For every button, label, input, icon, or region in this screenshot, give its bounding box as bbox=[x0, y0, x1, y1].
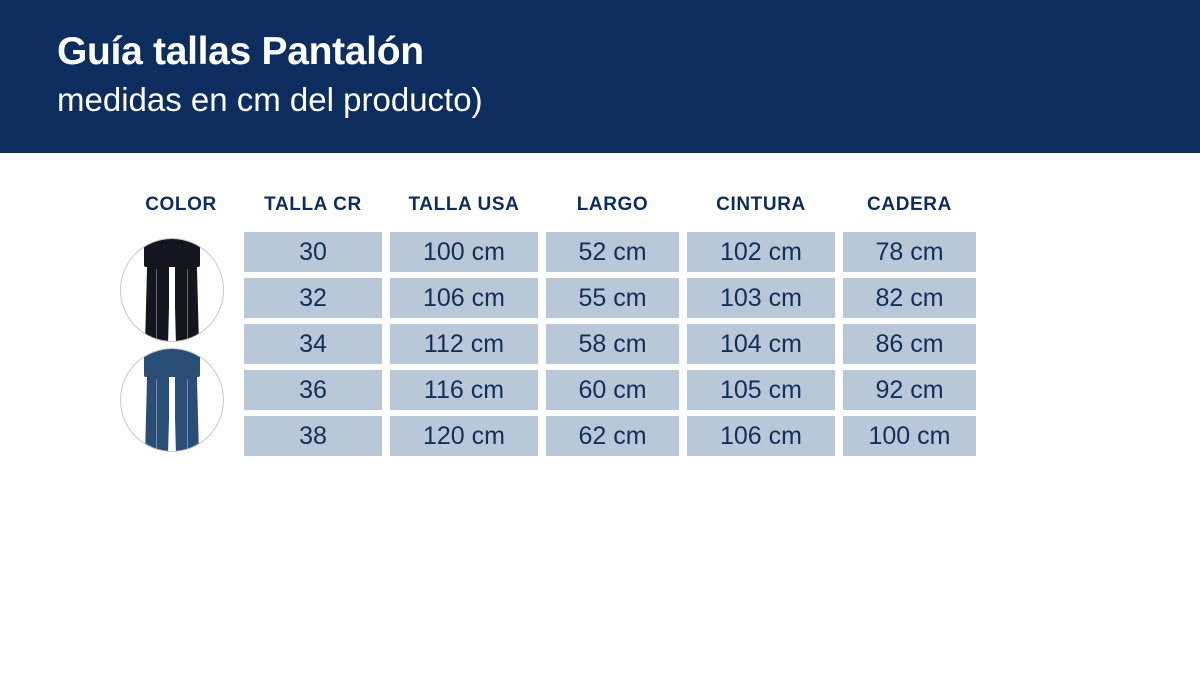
page-subtitle: medidas en cm del producto) bbox=[57, 81, 483, 118]
cell-largo: 58 cm bbox=[546, 324, 679, 364]
cell-talla-usa: 116 cm bbox=[390, 370, 538, 410]
cell-cintura: 106 cm bbox=[687, 416, 835, 456]
cell-largo: 62 cm bbox=[546, 416, 679, 456]
cell-cintura: 103 cm bbox=[687, 278, 835, 318]
cell-cintura: 105 cm bbox=[687, 370, 835, 410]
column-header-color: COLOR bbox=[145, 194, 217, 215]
cell-largo: 55 cm bbox=[546, 278, 679, 318]
cell-talla-cr: 30 bbox=[244, 232, 382, 272]
column-header-cadera: CADERA bbox=[867, 194, 952, 215]
cell-color bbox=[126, 278, 236, 318]
cell-largo: 52 cm bbox=[546, 232, 679, 272]
cell-color bbox=[126, 416, 236, 456]
page-title: Guía tallas Pantalón bbox=[57, 30, 424, 73]
cell-cintura: 104 cm bbox=[687, 324, 835, 364]
cell-talla-usa: 100 cm bbox=[390, 232, 538, 272]
cell-cadera: 100 cm bbox=[843, 416, 976, 456]
column-header-talla-cr: TALLA CR bbox=[264, 194, 362, 215]
cell-color bbox=[126, 232, 236, 272]
cell-talla-cr: 32 bbox=[244, 278, 382, 318]
cell-largo: 60 cm bbox=[546, 370, 679, 410]
cell-talla-cr: 34 bbox=[244, 324, 382, 364]
cell-cadera: 86 cm bbox=[843, 324, 976, 364]
cell-cintura: 102 cm bbox=[687, 232, 835, 272]
column-header-talla-usa: TALLA USA bbox=[408, 194, 520, 215]
table-row bbox=[126, 278, 976, 318]
table-row bbox=[126, 370, 976, 410]
column-header-cintura: CINTURA bbox=[716, 194, 806, 215]
table-row bbox=[126, 232, 976, 272]
size-table bbox=[118, 188, 984, 462]
header-banner bbox=[0, 0, 1200, 153]
table-row bbox=[126, 324, 976, 364]
cell-color bbox=[126, 324, 236, 364]
column-header-largo: LARGO bbox=[576, 194, 649, 215]
cell-talla-cr: 36 bbox=[244, 370, 382, 410]
cell-talla-usa: 120 cm bbox=[390, 416, 538, 456]
table-header-row bbox=[126, 194, 976, 226]
size-table-area bbox=[0, 153, 1200, 697]
cell-talla-cr: 38 bbox=[244, 416, 382, 456]
cell-color bbox=[126, 370, 236, 410]
cell-cadera: 78 cm bbox=[843, 232, 976, 272]
cell-cadera: 92 cm bbox=[843, 370, 976, 410]
cell-cadera: 82 cm bbox=[843, 278, 976, 318]
cell-talla-usa: 112 cm bbox=[390, 324, 538, 364]
table-row bbox=[126, 416, 976, 456]
cell-talla-usa: 106 cm bbox=[390, 278, 538, 318]
